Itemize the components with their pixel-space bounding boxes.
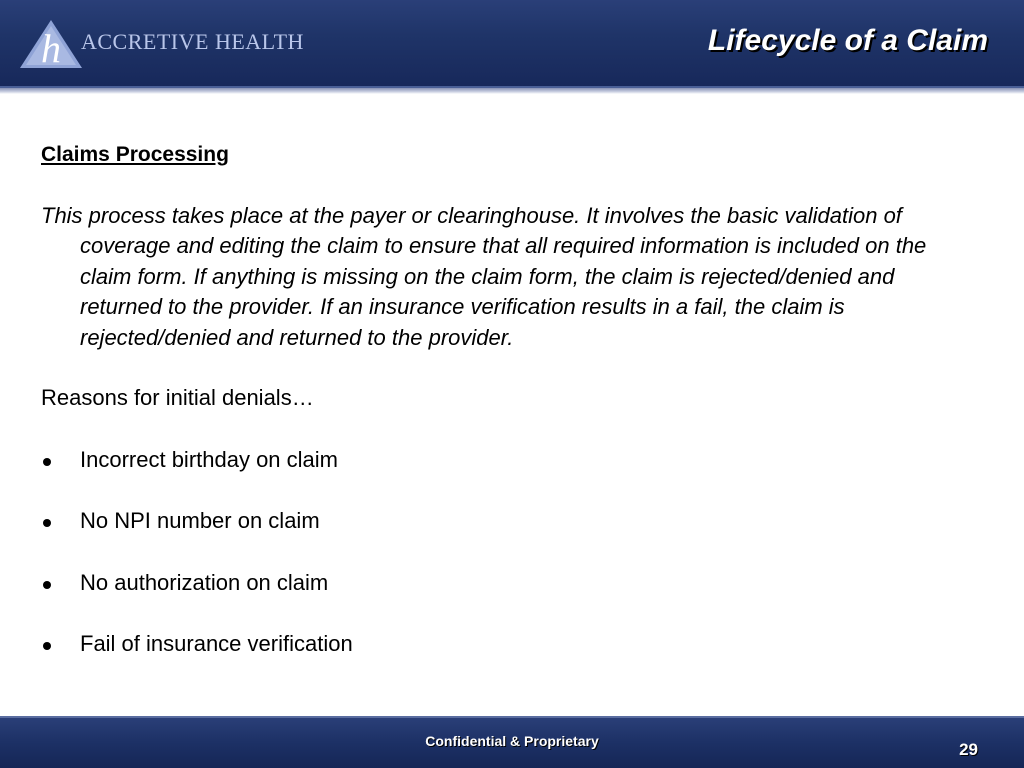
list-item — [41, 445, 971, 476]
slide-title: Lifecycle of a Claim — [707, 24, 988, 57]
list-item — [41, 568, 971, 599]
list-item-text: Incorrect birthday on claim — [80, 446, 338, 472]
bullet-icon — [43, 519, 51, 527]
accretive-health-logo-icon — [18, 18, 84, 70]
confidential-label: Confidential & Proprietary — [425, 733, 599, 749]
reasons-label: Reasons for initial denials… — [41, 385, 314, 410]
section-heading: Claims Processing — [41, 143, 229, 166]
list-item — [41, 629, 971, 660]
page-number: 29 — [959, 740, 978, 759]
brand-name: ACCRETIVE HEALTH — [81, 29, 304, 54]
list-item-text: No authorization on claim — [80, 569, 329, 595]
denial-reasons-list — [41, 445, 971, 660]
header-divider — [0, 88, 1024, 94]
list-item — [41, 506, 971, 537]
svg-text:h: h — [41, 26, 61, 70]
header-band — [0, 0, 1024, 88]
bullet-icon — [43, 581, 51, 589]
footer-band — [0, 716, 1024, 768]
bullet-icon — [43, 458, 51, 466]
list-item-text: Fail of insurance verification — [80, 631, 353, 656]
intro-paragraph: This process takes place at the payer or clearinghouse. It involves the basic validation of coverage and editing the claim to ensure that all required information is included on the claim form. If anything is missing on the claim form, the claim is rejected/denied and returned to the provider. If an insurance verification results in a fail, the claim is rejected/denied and returned to the provider. — [41, 202, 927, 350]
list-item-text: No NPI number on claim — [80, 508, 320, 533]
bullet-icon — [43, 642, 51, 650]
slide-content — [41, 140, 971, 660]
